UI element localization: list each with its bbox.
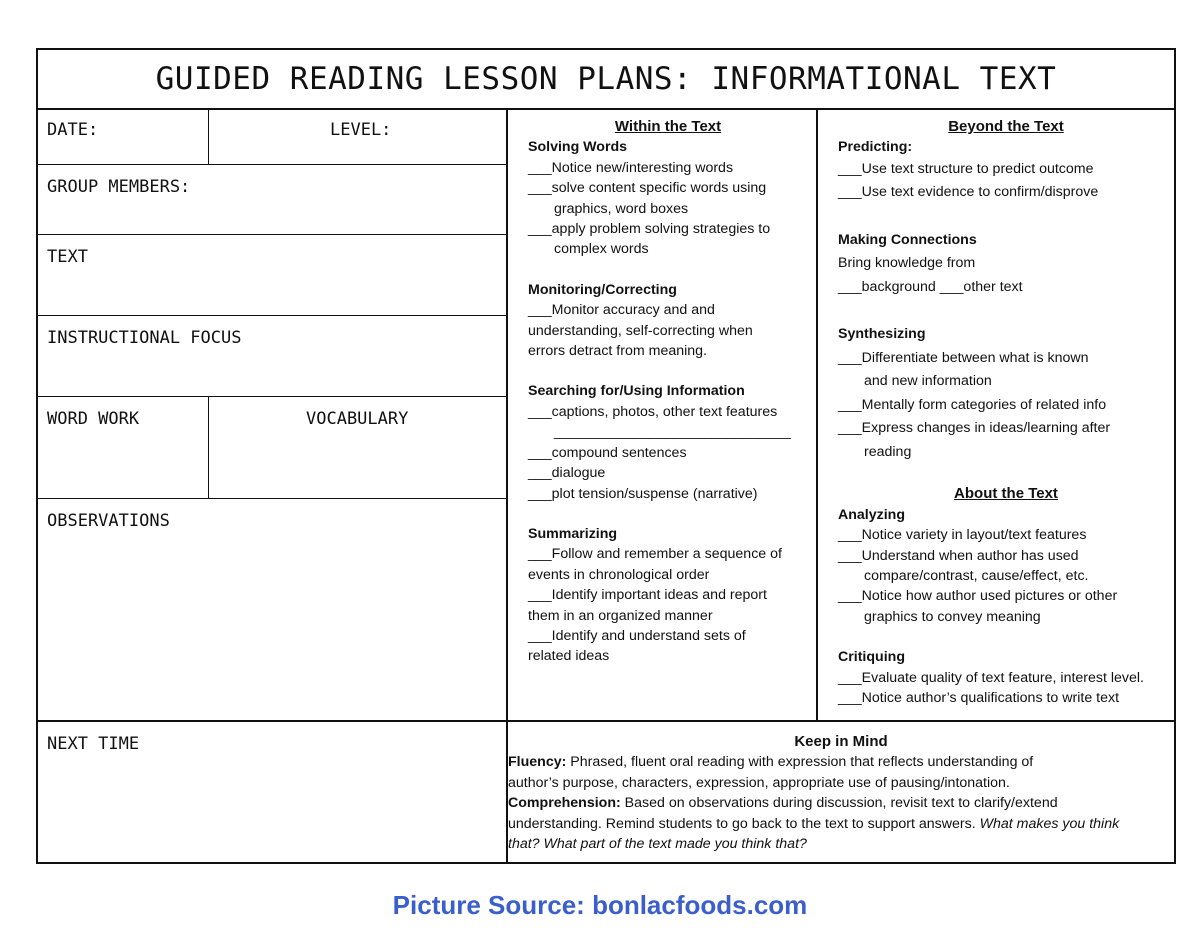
monitoring-title: Monitoring/Correcting [528,281,677,298]
list-item: ___dialogue [528,465,606,482]
analyzing-title: Analyzing [838,506,906,523]
fluency-line-1 [508,752,1174,772]
comprehension-text-2: understanding. Remind students to go back to the text to support answers. [508,815,980,832]
list-item: ___Notice author’s qualifications to write text [838,689,1120,706]
list-item: ___Use text structure to predict outcome [838,160,1094,177]
about-text-header: About the Text [954,485,1058,503]
synthesizing-title: Synthesizing [838,326,926,343]
list-item: ___compound sentences [528,444,687,461]
list-item: ___captions, photos, other text features [528,403,778,420]
list-item: ___Notice how author used pictures or other [838,588,1118,605]
list-item: ___Express changes in ideas/learning after [838,420,1111,437]
word-work-divider [208,397,209,498]
beyond-text-header: Beyond the Text [948,118,1064,135]
level-label: LEVEL: [330,120,392,140]
list-item: ___Understand when author has used [838,547,1079,564]
list-item: Bring knowledge from [838,255,976,272]
date-label: DATE: [47,120,99,140]
next-time-cell [38,722,508,862]
text-row [38,235,506,316]
list-item: events in chronological order [528,566,710,583]
list-item: compare/contrast, cause/effect, etc. [864,567,1089,584]
word-work-label: WORD WORK [47,409,140,429]
list-item: related ideas [528,648,610,665]
list-item: ___Mentally form categories of related info [838,396,1107,413]
blank-line: ______________________________ [554,424,791,441]
list-item: ___Use text evidence to confirm/disprove [838,184,1099,201]
list-item: ___Identify and understand sets of [528,627,746,644]
group-members-row [38,165,506,235]
list-item: errors detract from meaning. [528,343,707,360]
list-item: ___Notice variety in layout/text features [838,527,1087,544]
observations-row [38,499,506,720]
list-item: reading [864,443,912,460]
within-text-header: Within the Text [614,118,722,135]
vocabulary-label: VOCABULARY [306,409,409,429]
comprehension-line-2 [508,814,1174,834]
instructional-focus-row [38,316,506,397]
list-item: ___Differentiate between what is known [838,349,1089,366]
observations-label: OBSERVATIONS [47,511,170,531]
instructional-focus-label: INSTRUCTIONAL FOCUS [47,328,242,348]
list-item: graphics, word boxes [554,200,689,217]
list-item: understanding, self-correcting when [528,322,753,339]
text-label: TEXT [47,247,88,267]
list-item: ___apply problem solving strategies to [528,221,771,238]
date-level-row [38,108,506,165]
page-title: GUIDED READING LESSON PLANS: INFORMATIONAL TEXT [155,61,1057,97]
word-work-row [38,397,506,499]
within-text-column [508,108,818,720]
critiquing-title: Critiquing [838,649,905,666]
comprehension-text: Based on observations during discussion, revisit text to clarify/extend [620,795,1058,812]
comprehension-question-2: that? What part of the text made you think that? [508,836,807,853]
lesson-plan-sheet [36,48,1176,864]
comprehension-label: Comprehension: [508,795,621,812]
list-item: ___Evaluate quality of text feature, interest level. [838,669,1145,686]
list-item: ___Notice new/interesting words [528,159,734,176]
date-level-divider [208,108,209,164]
group-members-label: GROUP MEMBERS: [47,177,191,197]
keep-in-mind-header: Keep in Mind [794,733,888,750]
searching-title: Searching for/Using Information [528,383,745,400]
comprehension-line-3 [508,834,1174,854]
fluency-label: Fluency: [508,754,567,771]
comprehension-line-1 [508,793,1174,813]
beyond-text-column [818,108,1174,720]
list-item: ___solve content specific words using [528,180,767,197]
list-item: ___plot tension/suspense (narrative) [528,485,758,502]
summarizing-title: Summarizing [528,525,618,542]
list-item: complex words [554,241,649,258]
list-item: ___Follow and remember a sequence of [528,546,782,563]
fluency-text: Phrased, fluent oral reading with expression that reflects understanding of [566,754,1034,771]
bottom-row [38,720,1174,862]
fluency-line-2: author’s purpose, characters, expression, appropriate use of pausing/intonation. [508,774,1010,791]
keep-in-mind-cell [508,722,1174,862]
list-item: graphics to convey meaning [864,608,1041,625]
list-item: ___Identify important ideas and report [528,587,767,604]
list-item: them in an organized manner [528,607,713,624]
list-item: and new information [864,373,992,390]
solving-words-title: Solving Words [528,139,628,156]
left-column [38,108,508,720]
next-time-label: NEXT TIME [47,734,140,754]
picture-source-caption: Picture Source: bonlacfoods.com [392,890,808,920]
title-row [38,50,1174,110]
list-item: ___background ___other text [838,278,1023,295]
list-item: ___Monitor accuracy and and [528,302,715,319]
comprehension-question-1: What makes you think [979,815,1120,832]
connections-title: Making Connections [838,231,977,248]
predicting-title: Predicting: [838,139,913,156]
